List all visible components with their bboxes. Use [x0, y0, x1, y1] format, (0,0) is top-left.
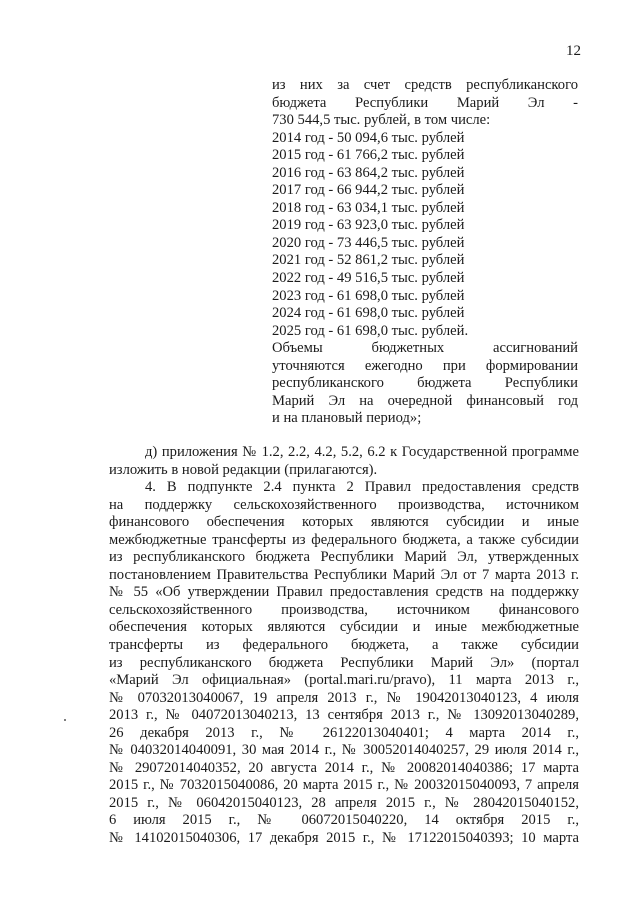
- funding-year-line: 2020 год - 73 446,5 тыс. рублей: [272, 234, 465, 251]
- funding-year-line: 2019 год - 63 923,0 тыс. рублей: [272, 217, 465, 234]
- funding-year-line: 2016 год - 63 864,2 тыс. рублей: [272, 164, 465, 181]
- funding-year-line: 2018 год - 63 034,1 тыс. рублей: [272, 199, 465, 216]
- funding-year-line: 2022 год - 49 516,5 тыс. рублей: [272, 270, 465, 287]
- clause-4-line: обеспечения которых являются субсидии и иные межбюджетные: [109, 619, 579, 636]
- clause-4-line: 4. В подпункте 2.4 пункта 2 Правил предоставления средств: [145, 479, 579, 496]
- funding-block: [272, 77, 578, 428]
- funding-year-line: 2015 год - 61 766,2 тыс. рублей: [272, 147, 465, 164]
- funding-year-line: 2014 год - 50 094,6 тыс. рублей: [272, 129, 465, 146]
- clause-4-line: 2013 г., № 04072013040213, 13 сентября 2013 г., № 13092013040289,: [109, 707, 579, 724]
- clause-4-line: № 55 «Об утверждении Правил предоставления средств на поддержку: [109, 584, 579, 601]
- funding-year-line: 2023 год - 61 698,0 тыс. рублей: [272, 287, 465, 304]
- clause-4-line: финансового обеспечения которых являются субсидии и иные: [109, 514, 579, 531]
- clause-4-line: из республиканского бюджета Республики Марий Эл, утвержденных: [109, 549, 579, 566]
- funding-note-line: и на плановый период»;: [272, 410, 422, 427]
- clause-d-line: изложить в новой редакции (прилагаются).: [109, 461, 378, 478]
- clause-4-line: 2015 г., № 7032015040086, 20 марта 2015 г., № 20032015040093, 7 апреля: [109, 777, 579, 794]
- funding-year-line: 2025 год - 61 698,0 тыс. рублей.: [272, 322, 469, 339]
- clause-4-line: № 04032014040091, 30 мая 2014 г., № 30052014040257, 29 июля 2014 г.,: [109, 742, 579, 759]
- clause-4-line: № 29072014040352, 20 августа 2014 г., № 20082014040386; 17 марта: [109, 759, 579, 776]
- scan-speck: [64, 719, 66, 721]
- body-text: [109, 444, 579, 848]
- funding-intro-line: бюджета Республики Марий Эл -: [272, 94, 578, 111]
- clause-4-line: 2015 г., № 06042015040123, 28 апреля 2015 г., № 28042015040152,: [109, 794, 579, 811]
- clause-4-line: «Марий Эл официальная» (portal.mari.ru/pravo), 11 марта 2013 г.,: [109, 672, 579, 689]
- funding-note-line: Объемы бюджетных ассигнований: [272, 340, 578, 357]
- clause-4-line: 6 июля 2015 г., № 06072015040220, 14 октября 2015 г.,: [109, 812, 579, 829]
- funding-intro-line: из них за счет средств республиканского: [272, 77, 578, 93]
- funding-note-line: Марий Эл на очередной финансовый год: [272, 392, 578, 409]
- funding-note-line: уточняются ежегодно при формировании: [272, 357, 578, 374]
- clause-4-line: 26 декабря 2013 г., № 26122013040401; 4 марта 2014 г.,: [109, 724, 579, 741]
- clause-4-line: трансферты из федерального бюджета, а также субсидии: [109, 637, 579, 654]
- funding-intro-line: 730 544,5 тыс. рублей, в том числе:: [272, 112, 491, 129]
- funding-year-line: 2021 год - 52 861,2 тыс. рублей: [272, 252, 465, 269]
- clause-4-line: сельскохозяйственного производства, источником финансового: [109, 601, 579, 618]
- page-number: 12: [566, 43, 581, 59]
- clause-4-line: № 07032013040067, 19 апреля 2013 г., № 19042013040123, 4 июля: [109, 689, 579, 706]
- clause-4-line: постановлением Правительства Республики Марий Эл от 7 марта 2013 г.: [109, 566, 579, 583]
- funding-year-line: 2017 год - 66 944,2 тыс. рублей: [272, 182, 465, 199]
- funding-note-line: республиканского бюджета Республики: [272, 375, 578, 392]
- clause-4-line: № 14102015040306, 17 декабря 2015 г., № 17122015040393; 10 марта: [109, 830, 579, 847]
- clause-4-line: межбюджетные трансферты из федерального бюджета, а также субсидии: [109, 531, 579, 548]
- funding-year-line: 2024 год - 61 698,0 тыс. рублей: [272, 305, 465, 322]
- clause-4-line: на поддержку сельскохозяйственного производства, источником: [109, 496, 579, 513]
- clause-d-line: д) приложения № 1.2, 2.2, 4.2, 5.2, 6.2 к Государственной программе: [145, 444, 579, 460]
- clause-4-line: из республиканского бюджета Республики Марий Эл» (портал: [109, 654, 579, 671]
